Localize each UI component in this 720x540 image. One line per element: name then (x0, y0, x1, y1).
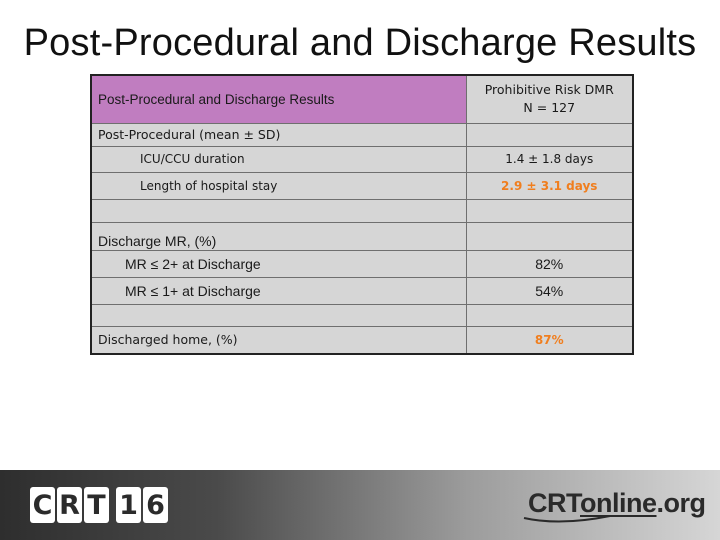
column-header (466, 75, 633, 123)
mr2-label: MR ≤ 2+ at Discharge (91, 250, 466, 277)
logo-letter: C (30, 487, 55, 523)
crtonline-wordmark (528, 488, 706, 519)
logo-letter: R (57, 487, 82, 523)
mr1-label: MR ≤ 1+ at Discharge (91, 277, 466, 304)
empty-cell (466, 123, 633, 146)
crtonline-part-org: .org (656, 488, 706, 518)
crtonline-logo (520, 486, 706, 526)
discharged-home-label: Discharged home, (%) (91, 326, 466, 354)
mr2-value: 82% (466, 250, 633, 277)
crtonline-part-online: online (580, 488, 657, 518)
post-procedural-group-label: Post-Procedural (mean ± SD) (91, 123, 466, 146)
icu-duration-value: 1.4 ± 1.8 days (466, 146, 633, 172)
table-header-label: Post-Procedural and Discharge Results (91, 75, 466, 123)
table-row (91, 304, 633, 326)
hospital-stay-value: 2.9 ± 3.1 days (466, 172, 633, 199)
table-row (91, 277, 633, 304)
mr1-value: 54% (466, 277, 633, 304)
table-row (91, 326, 633, 354)
table-row (91, 250, 633, 277)
discharge-mr-group-label: Discharge MR, (%) (91, 222, 466, 250)
empty-cell (91, 199, 466, 222)
table-row (91, 172, 633, 199)
column-title: Prohibitive Risk DMR (484, 82, 614, 98)
logo-letter: T (84, 487, 109, 523)
table-row (91, 222, 633, 250)
crt16-logo (30, 487, 168, 523)
empty-cell (466, 304, 633, 326)
crtonline-part-crt: CRT (528, 488, 580, 518)
empty-cell (466, 222, 633, 250)
table-row (91, 199, 633, 222)
discharged-home-value: 87% (466, 326, 633, 354)
logo-digit: 1 (116, 487, 141, 523)
footer-bar (0, 470, 720, 540)
slide-title: Post-Procedural and Discharge Results (23, 22, 697, 64)
results-table (90, 74, 634, 355)
table-row (91, 146, 633, 172)
table-header-row (91, 75, 633, 123)
icu-duration-label: ICU/CCU duration (91, 146, 466, 172)
hospital-stay-label: Length of hospital stay (91, 172, 466, 199)
logo-digit: 6 (143, 487, 168, 523)
table-row (91, 123, 633, 146)
empty-cell (466, 199, 633, 222)
column-n: N = 127 (523, 100, 576, 116)
empty-cell (91, 304, 466, 326)
